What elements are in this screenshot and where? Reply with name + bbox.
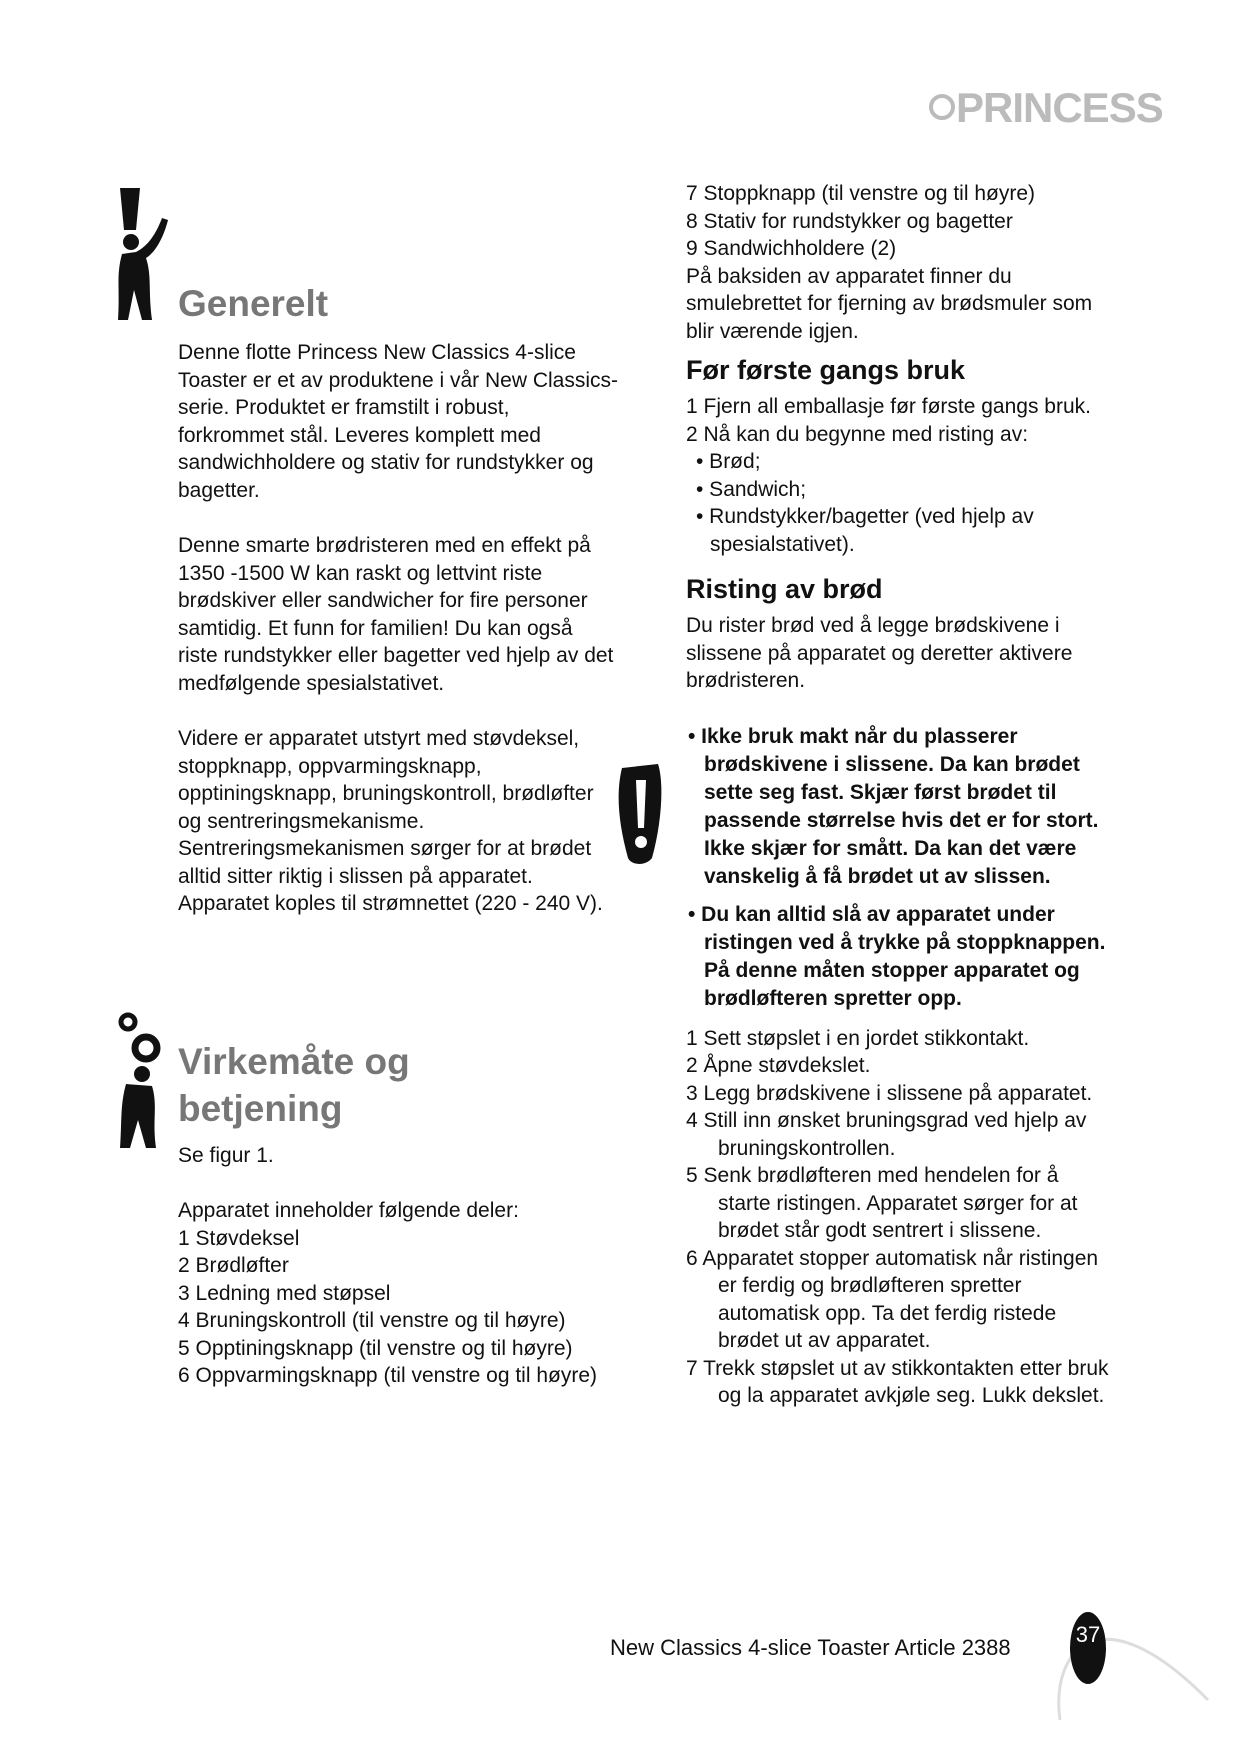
list-item: 5 Senk brødløfteren med hendelen for å starte ristingen. Apparatet sørger for at brødet står godt sentrert i slissene. [686,1164,1078,1242]
page-number: 37 [1070,1612,1106,1684]
first-use-bullets [686,448,1116,558]
se-figur-text: Se figur 1. [178,1143,274,1167]
footer-text: New Classics 4-slice Toaster Article 2388 [610,1635,1011,1660]
steps-list [686,1025,1116,1410]
list-item: 4 Bruningskontroll (til venstre og til høyre) [178,1309,566,1332]
list-item: 7 Trekk støpslet ut av stikkontakten etter bruk og la apparatet avkjøle seg. Lukk dekslet. [686,1356,1109,1407]
list-item: 9 Sandwichholdere (2) [686,237,897,260]
list-item: 1 Sett støpslet i en jordet stikkontakt. [686,1026,1030,1050]
generelt-paragraph-1: Denne flotte Princess New Classics 4-slice Toaster er et av produktene i vår New Classics-serie. Produktet er framstilt i robust, forkrommet stål. Leveres komplett med sandwichholdere og stativ for rundstykker og bagetter. [178,341,619,502]
list-item: 3 Ledning med støpsel [178,1281,391,1305]
list-item: 1 Fjern all emballasje før første gangs bruk. [686,395,1091,418]
list-item: 6 Oppvarmingsknapp (til venstre og til høyre) [178,1364,598,1387]
toast-intro: Du rister brød ved å legge brødskivene i slissene på apparatet og deretter aktivere brødristeren. [686,614,1073,692]
virkemate-title-line-2: betjening [178,1087,343,1129]
first-use-list [686,393,1116,448]
right-column [686,180,1116,1410]
parts-intro: Apparatet inneholder følgende deler: [178,1199,519,1222]
generelt-paragraph-3: Videre er apparatet utstyrt med støvdeksel, stoppknapp, oppvarmingsknapp, opptiningsknapp, bruningskontroll, brødløfter og sentreringsmekanisme. Sentreringsmekanismen sørger for at brødet alltid sitter riktig i slissen på apparatet. Apparatet koples til strømnettet (220 - 240 V). [178,727,603,915]
warning-1: • Ikke bruk makt når du plasserer brødskivene i slissene. Da kan brødet sette seg fast. Skjær først brødet til passende størrelse hvis det er for stort. Ikke skjær for smått. Da kan det være vanskelig å få brødet ut av slissen. [688,724,1099,888]
list-item: 2 Åpne støvdekslet. [686,1054,871,1077]
list-item: 3 Legg brødskivene i slissene på apparatet. [686,1081,1093,1105]
list-item: 7 Stoppknapp (til venstre og til høyre) [686,182,1036,205]
list-item: 8 Stativ for rundstykker og bagetter [686,209,1013,233]
virkemate-title-line-1: Virkemåte og [178,1040,410,1082]
toast-title: Risting av brød [686,574,883,604]
virkemate-title [178,1038,618,1132]
list-item: • Sandwich; [696,477,807,501]
list-item: 1 Støvdeksel [178,1226,300,1250]
parts-list [178,1225,618,1390]
list-item: 2 Brødløfter [178,1254,289,1277]
first-use-title: Før første gangs bruk [686,355,966,385]
backside-text: På baksiden av apparatet finner du smulebrettet for fjerning av brødsmuler som blir værende igjen. [686,264,1093,343]
list-item: • Brød; [696,450,761,473]
left-column [178,180,618,1390]
generelt-title: Generelt [178,283,329,324]
princess-logo [928,78,1163,136]
warning-2: • Du kan alltid slå av apparatet under ristingen ved å trykke på stoppknappen. På denne måten stopper apparatet og brødløfteren spretter opp. [688,902,1106,1010]
list-item: • Rundstykker/bagetter (ved hjelp av spesialstativet). [696,505,1034,556]
warning-block [686,723,1116,1013]
warning-icon [612,762,668,866]
list-item: 6 Apparatet stopper automatisk når ristingen er ferdig og brødløfteren spretter automatisk opp. Ta det ferdig ristede brødet ut av apparatet. [686,1246,1099,1352]
decorative-swoosh [1040,1580,1210,1720]
info-figure-icon [112,186,172,322]
list-item: 2 Nå kan du begynne med risting av: [686,422,1029,446]
brand-text: PRINCESS [956,84,1163,131]
list-item: 5 Opptiningsknapp (til venstre og til høyre) [178,1336,573,1360]
parts-list-continued [686,180,1116,263]
generelt-paragraph-2: Denne smarte brødristeren med en effekt på 1350 -1500 W kan raskt og lettvint riste brødskiver eller sandwicher for fire personer samtidig. Et funn for familien! Du kan også riste rundstykker eller bagetter ved hjelp av det medfølgende spesialstativet. [178,534,614,695]
gear-figure-icon [116,1010,176,1150]
list-item: 4 Still inn ønsket bruningsgrad ved hjelp av bruningskontrollen. [686,1109,1087,1160]
